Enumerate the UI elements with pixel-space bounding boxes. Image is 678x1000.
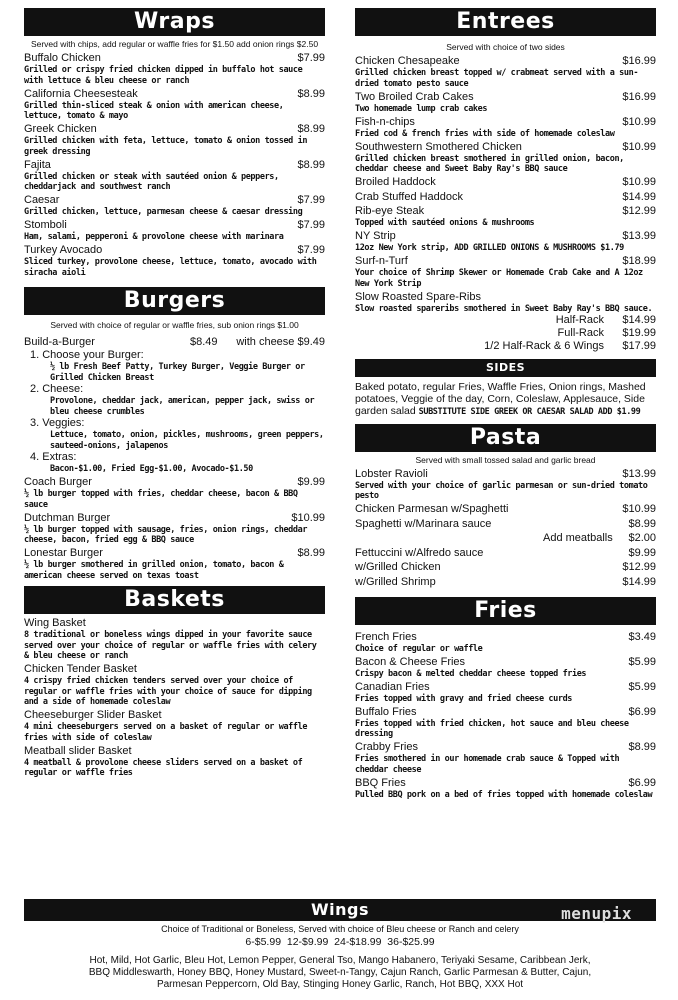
menu-item xyxy=(24,244,325,278)
item-description: Two homemade lump crab cakes xyxy=(355,103,488,114)
menu-item xyxy=(24,219,325,243)
fries-list xyxy=(355,631,656,801)
item-name: Broiled Haddock xyxy=(355,176,436,188)
item-price: $8.99 xyxy=(297,123,325,135)
baskets-section xyxy=(24,586,325,779)
item-price: $12.99 xyxy=(622,205,656,217)
wings-title: Wings xyxy=(311,900,369,919)
item-name: Greek Chicken xyxy=(24,123,97,135)
menu-item xyxy=(355,681,656,705)
item-price: $9.99 xyxy=(297,476,325,488)
item-price: $5.99 xyxy=(628,680,656,693)
item-description: ½ lb burger smothered in grilled onion, tomato, bacon & american cheese served on texas toast xyxy=(24,560,284,581)
item-description: Fries smothered in our homemade crab sauce & Topped with cheddar cheese xyxy=(355,754,620,775)
item-name: Slow Roasted Spare-Ribs xyxy=(355,290,481,303)
item-name: Southwestern Smothered Chicken xyxy=(355,140,522,153)
menu-item xyxy=(24,663,325,708)
item-price: $8.99 xyxy=(297,547,325,559)
item-description: Grilled chicken or steak with sautéed onion & peppers, cheddarjack and southwest ranch xyxy=(24,171,279,192)
menu-item xyxy=(24,547,325,581)
item-name: Cheeseburger Slider Basket xyxy=(24,709,162,721)
wraps-section xyxy=(24,8,325,278)
menupix-watermark: menupix xyxy=(561,904,632,923)
rib-price: $17.99 xyxy=(622,340,656,352)
build-cheese-price: with cheese $9.49 xyxy=(236,336,325,348)
entrees-list xyxy=(355,55,656,314)
item-price: $7.99 xyxy=(297,244,325,256)
item-price: $10.99 xyxy=(622,115,656,128)
item-description: Crispy bacon & melted cheddar cheese topped fries xyxy=(355,668,587,679)
item-description: Slow roasted spareribs smothered in Sweet Baby Ray's BBQ sauce. xyxy=(355,303,653,314)
menu-item xyxy=(355,777,656,801)
item-name: Spaghetti w/Marinara sauce xyxy=(355,517,492,530)
burgers-section xyxy=(24,287,325,581)
burger-step-label: 4. Extras: xyxy=(30,451,77,463)
item-description: Grilled chicken with feta, lettuce, tomato & onion tossed in greek dressing xyxy=(24,136,308,157)
burgers-note: Served with choice of regular or waffle fries, sub onion rings $1.00 xyxy=(50,320,299,330)
item-name: Meatball slider Basket xyxy=(24,744,132,757)
item-price: $8.99 xyxy=(297,87,325,100)
item-name: Chicken Parmesan w/Spaghetti xyxy=(355,503,509,515)
pasta-item xyxy=(355,561,656,574)
burger-step-options: Lettuce, tomato, onion, pickles, mushrooms, green peppers, sauteed-onions, jalapenos xyxy=(50,430,324,451)
item-description: Fries topped with fried chicken, hot sauce and bleu cheese dressing xyxy=(355,718,629,739)
menu-item xyxy=(355,656,656,680)
item-name: Crab Stuffed Haddock xyxy=(355,190,464,203)
item-description: Sliced turkey, provolone cheese, lettuce, tomato, avocado with siracha aioli xyxy=(24,257,317,278)
item-description: Grilled chicken breast topped w/ crabmeat served with a sun-dried tomato pesto sauce xyxy=(355,68,639,89)
item-name: Fajita xyxy=(24,158,51,171)
pasta-list xyxy=(355,468,656,589)
item-name: French Fries xyxy=(355,630,417,643)
rib-option xyxy=(355,340,656,353)
menu-item xyxy=(355,116,656,140)
build-steps xyxy=(24,349,325,475)
item-name: BBQ Fries xyxy=(355,776,406,789)
item-price: $6.99 xyxy=(628,776,656,789)
item-description: Grilled thin-sliced steak & onion with american cheese, lettuce, tomato & mayo xyxy=(24,100,284,121)
item-name: Fettuccini w/Alfredo sauce xyxy=(355,546,484,559)
wings-header xyxy=(24,899,656,921)
item-name: Crabby Fries xyxy=(355,741,418,753)
sides-section xyxy=(355,359,656,418)
item-description: 4 crispy fried chicken tenders served over your choice of regular or waffle fries with your choice of sauce for dipping and a side of homemade coleslaw xyxy=(24,676,312,707)
item-price: $8.99 xyxy=(628,517,656,530)
item-name: w/Grilled Shrimp xyxy=(355,575,436,588)
item-description: Topped with sautéed onions & mushrooms xyxy=(355,218,535,228)
menu-item xyxy=(355,91,656,115)
sides-header: SIDES xyxy=(355,359,656,377)
menu-item xyxy=(355,741,656,775)
item-price: $14.99 xyxy=(622,575,656,588)
menu-item xyxy=(355,55,656,89)
item-price: $8.99 xyxy=(628,741,656,753)
item-description: Fries topped with gravy and fried cheese curds xyxy=(355,693,573,704)
item-name: Fish-n-chips xyxy=(355,115,415,128)
ribs-prices xyxy=(355,314,656,353)
pasta-item xyxy=(355,576,656,589)
menu-item xyxy=(355,230,656,254)
flavor-line: Parmesan Peppercorn, Old Bay, Stinging Honey Garlic, Ranch, Hot BBQ, XXX Hot xyxy=(156,979,524,990)
wraps-note: Served with chips, add regular or waffle fries for $1.50 add onion rings $2.50 xyxy=(30,39,319,49)
build-name: Build-a-Burger xyxy=(24,336,95,348)
burger-step-label: 3. Veggies: xyxy=(30,417,85,429)
burger-step-label: 2. Cheese: xyxy=(30,383,84,395)
menu-item xyxy=(24,476,325,510)
item-price: $7.99 xyxy=(297,219,325,231)
burger-step-label: 1. Choose your Burger: xyxy=(30,349,144,361)
wraps-header: Wraps xyxy=(24,8,325,36)
item-description: Fried cod & french fries with side of homemade coleslaw xyxy=(355,128,615,139)
menu-item xyxy=(355,291,656,315)
item-name: w/Grilled Chicken xyxy=(355,561,441,573)
burgers-list xyxy=(24,476,325,581)
item-price: $8.99 xyxy=(297,158,325,171)
item-price: $18.99 xyxy=(622,255,656,267)
item-price: $5.99 xyxy=(628,655,656,668)
item-price: $12.99 xyxy=(622,561,656,573)
burger-step-options: Provolone, cheddar jack, american, pepper jack, swiss or bleu cheese crumbles xyxy=(50,396,315,417)
menu-item xyxy=(24,52,325,86)
burger-step-options: ½ lb Fresh Beef Patty, Turkey Burger, Veggie Burger or Grilled Chicken Breast xyxy=(50,362,305,383)
item-description: ½ lb burger topped with sausage, fries, onion rings, cheddar cheese, bacon, fried egg & BBQ sauce xyxy=(24,524,308,545)
wings-note: Choice of Traditional or Boneless, Served with choice of Bleu cheese or Ranch and celery xyxy=(161,924,519,934)
entrees-header: Entrees xyxy=(355,8,656,36)
item-name: Turkey Avocado xyxy=(24,244,103,256)
menu-item xyxy=(24,617,325,662)
item-price: $13.99 xyxy=(622,467,656,480)
build-price: $8.49 xyxy=(190,336,218,348)
item-name: Caesar xyxy=(24,194,60,206)
item-description: 8 traditional or boneless wings dipped in your favorite sauce served over your choice of regular or waffle fries with celery & bleu cheese or ranch xyxy=(24,630,317,661)
item-description: 12oz New York strip, ADD GRILLED ONIONS & MUSHROOMS $1.79 xyxy=(355,243,624,253)
pasta-item xyxy=(355,532,656,545)
item-name: Add meatballs xyxy=(543,532,613,544)
menu-item xyxy=(355,141,656,175)
item-name: Dutchman Burger xyxy=(24,511,111,524)
wings-flavors xyxy=(24,955,656,991)
item-price: $6.99 xyxy=(628,705,656,718)
item-price: $10.99 xyxy=(622,140,656,153)
item-price: $2.00 xyxy=(628,532,656,544)
pasta-item xyxy=(355,518,656,531)
left-column xyxy=(24,8,325,779)
rib-label: Half-Rack xyxy=(555,314,604,326)
item-price: $9.99 xyxy=(628,546,656,559)
menu-item xyxy=(24,88,325,122)
sides-substitute: SUBSTITUTE SIDE GREEK OR CAESAR SALAD ADD $1.99 xyxy=(418,407,641,417)
item-name: Rib-eye Steak xyxy=(355,205,425,217)
item-name: Coach Burger xyxy=(24,476,92,488)
item-price: $10.99 xyxy=(622,176,656,188)
item-name: Two Broiled Crab Cakes xyxy=(355,90,474,103)
baskets-list xyxy=(24,617,325,779)
entrees-section xyxy=(355,8,656,353)
rib-label: Full-Rack xyxy=(557,327,604,339)
menu-item xyxy=(24,159,325,193)
menu-item xyxy=(355,205,656,229)
rib-price: $14.99 xyxy=(622,314,656,326)
item-name: Lobster Ravioli xyxy=(355,467,428,480)
menu-item xyxy=(24,709,325,743)
menu-item xyxy=(24,123,325,157)
right-column xyxy=(355,8,656,800)
menu-item xyxy=(355,255,656,289)
item-description: Grilled chicken breast smothered in grilled onion, bacon, cheddar cheese and Sweet Baby Ray's BBQ sauce xyxy=(355,153,624,174)
menu-item xyxy=(355,706,656,740)
item-price: $10.99 xyxy=(622,503,656,515)
flavor-line: BBQ Middleswarth, Honey BBQ, Honey Mustard, Sweet-n-Tangy, Cajun Ranch, Garlic Parmesan & Butter, Cajun, xyxy=(88,967,592,978)
item-price: $14.99 xyxy=(622,190,656,203)
item-price: $16.99 xyxy=(622,55,656,67)
item-description: Grilled or crispy fried chicken dipped in buffalo hot sauce with lettuce & bleu cheese or ranch xyxy=(24,65,303,86)
item-description: Grilled chicken, lettuce, parmesan cheese & caesar dressing xyxy=(24,207,303,217)
pasta-item xyxy=(355,547,656,560)
pasta-header: Pasta xyxy=(355,424,656,452)
wings-prices: 6-$5.99 12-$9.99 24-$18.99 36-$25.99 xyxy=(245,936,435,948)
item-description: Choice of regular or waffle xyxy=(355,643,483,654)
item-name: Buffalo Fries xyxy=(355,705,417,718)
menu-item xyxy=(355,176,656,189)
pasta-section xyxy=(355,424,656,589)
item-name: NY Strip xyxy=(355,230,396,242)
item-name: Surf-n-Turf xyxy=(355,255,408,267)
item-name: Canadian Fries xyxy=(355,680,430,693)
item-name: Buffalo Chicken xyxy=(24,52,101,64)
item-description: Pulled BBQ pork on a bed of fries topped with homemade coleslaw xyxy=(355,789,653,800)
item-description: 4 mini cheeseburgers served on a basket of regular or waffle fries with side of coleslaw xyxy=(24,722,308,743)
entrees-note: Served with choice of two sides xyxy=(446,42,565,52)
item-name: California Cheesesteak xyxy=(24,87,138,100)
item-description: Your choice of Shrimp Skewer or Homemade Crab Cake and A 12oz New York Strip xyxy=(355,268,643,289)
pasta-item xyxy=(355,503,656,516)
menu-item xyxy=(355,191,656,204)
burgers-header: Burgers xyxy=(24,287,325,315)
item-price: $13.99 xyxy=(622,230,656,242)
item-name: Chicken Tender Basket xyxy=(24,663,137,675)
menu-item xyxy=(24,194,325,218)
rib-option xyxy=(355,327,656,340)
pasta-note: Served with small tossed salad and garlic bread xyxy=(415,454,596,465)
item-name: Wing Basket xyxy=(24,617,86,629)
fries-section xyxy=(355,597,656,801)
item-price: $7.99 xyxy=(297,52,325,64)
rib-price: $19.99 xyxy=(622,327,656,339)
item-price: $3.49 xyxy=(628,630,656,643)
menu-item xyxy=(355,631,656,655)
menu-item xyxy=(24,512,325,546)
wings-section xyxy=(24,899,656,991)
item-price: $7.99 xyxy=(297,194,325,206)
item-description: Ham, salami, pepperoni & provolone cheese with marinara xyxy=(24,232,284,242)
item-description: ½ lb burger topped with fries, cheddar cheese, bacon & BBQ sauce xyxy=(24,489,298,510)
rib-option xyxy=(355,314,656,327)
fries-header: Fries xyxy=(355,597,656,625)
item-description: Served with your choice of garlic parmesan or sun-dried tomato pesto xyxy=(355,480,648,501)
item-name: Lonestar Burger xyxy=(24,547,103,559)
flavor-line: Hot, Mild, Hot Garlic, Bleu Hot, Lemon Pepper, General Tso, Mango Habanero, Teriyaki Sesame, Caribbean Jerk, xyxy=(89,955,591,966)
item-name: Stomboli xyxy=(24,219,67,231)
item-name: Chicken Chesapeake xyxy=(355,55,460,67)
item-price: $16.99 xyxy=(622,90,656,103)
pasta-item xyxy=(355,468,656,502)
rib-label: 1/2 Half-Rack & 6 Wings xyxy=(484,340,604,352)
item-price: $10.99 xyxy=(291,511,325,524)
burger-step-options: Bacon-$1.00, Fried Egg-$1.00, Avocado-$1.50 xyxy=(50,464,253,474)
sides-text: Baked potato, regular Fries, Waffle Fries, Onion rings, Mashed potatoes, Veggie of the day, Corn, Coleslaw, Applesauce, Side garden salad xyxy=(355,381,646,417)
build-a-burger xyxy=(24,336,325,475)
menu-item xyxy=(24,745,325,779)
item-name: Bacon & Cheese Fries xyxy=(355,655,466,668)
wraps-list xyxy=(24,52,325,278)
item-description: 4 meatball & provolone cheese sliders served on a basket of regular or waffle fries xyxy=(24,757,303,778)
baskets-header: Baskets xyxy=(24,586,325,614)
